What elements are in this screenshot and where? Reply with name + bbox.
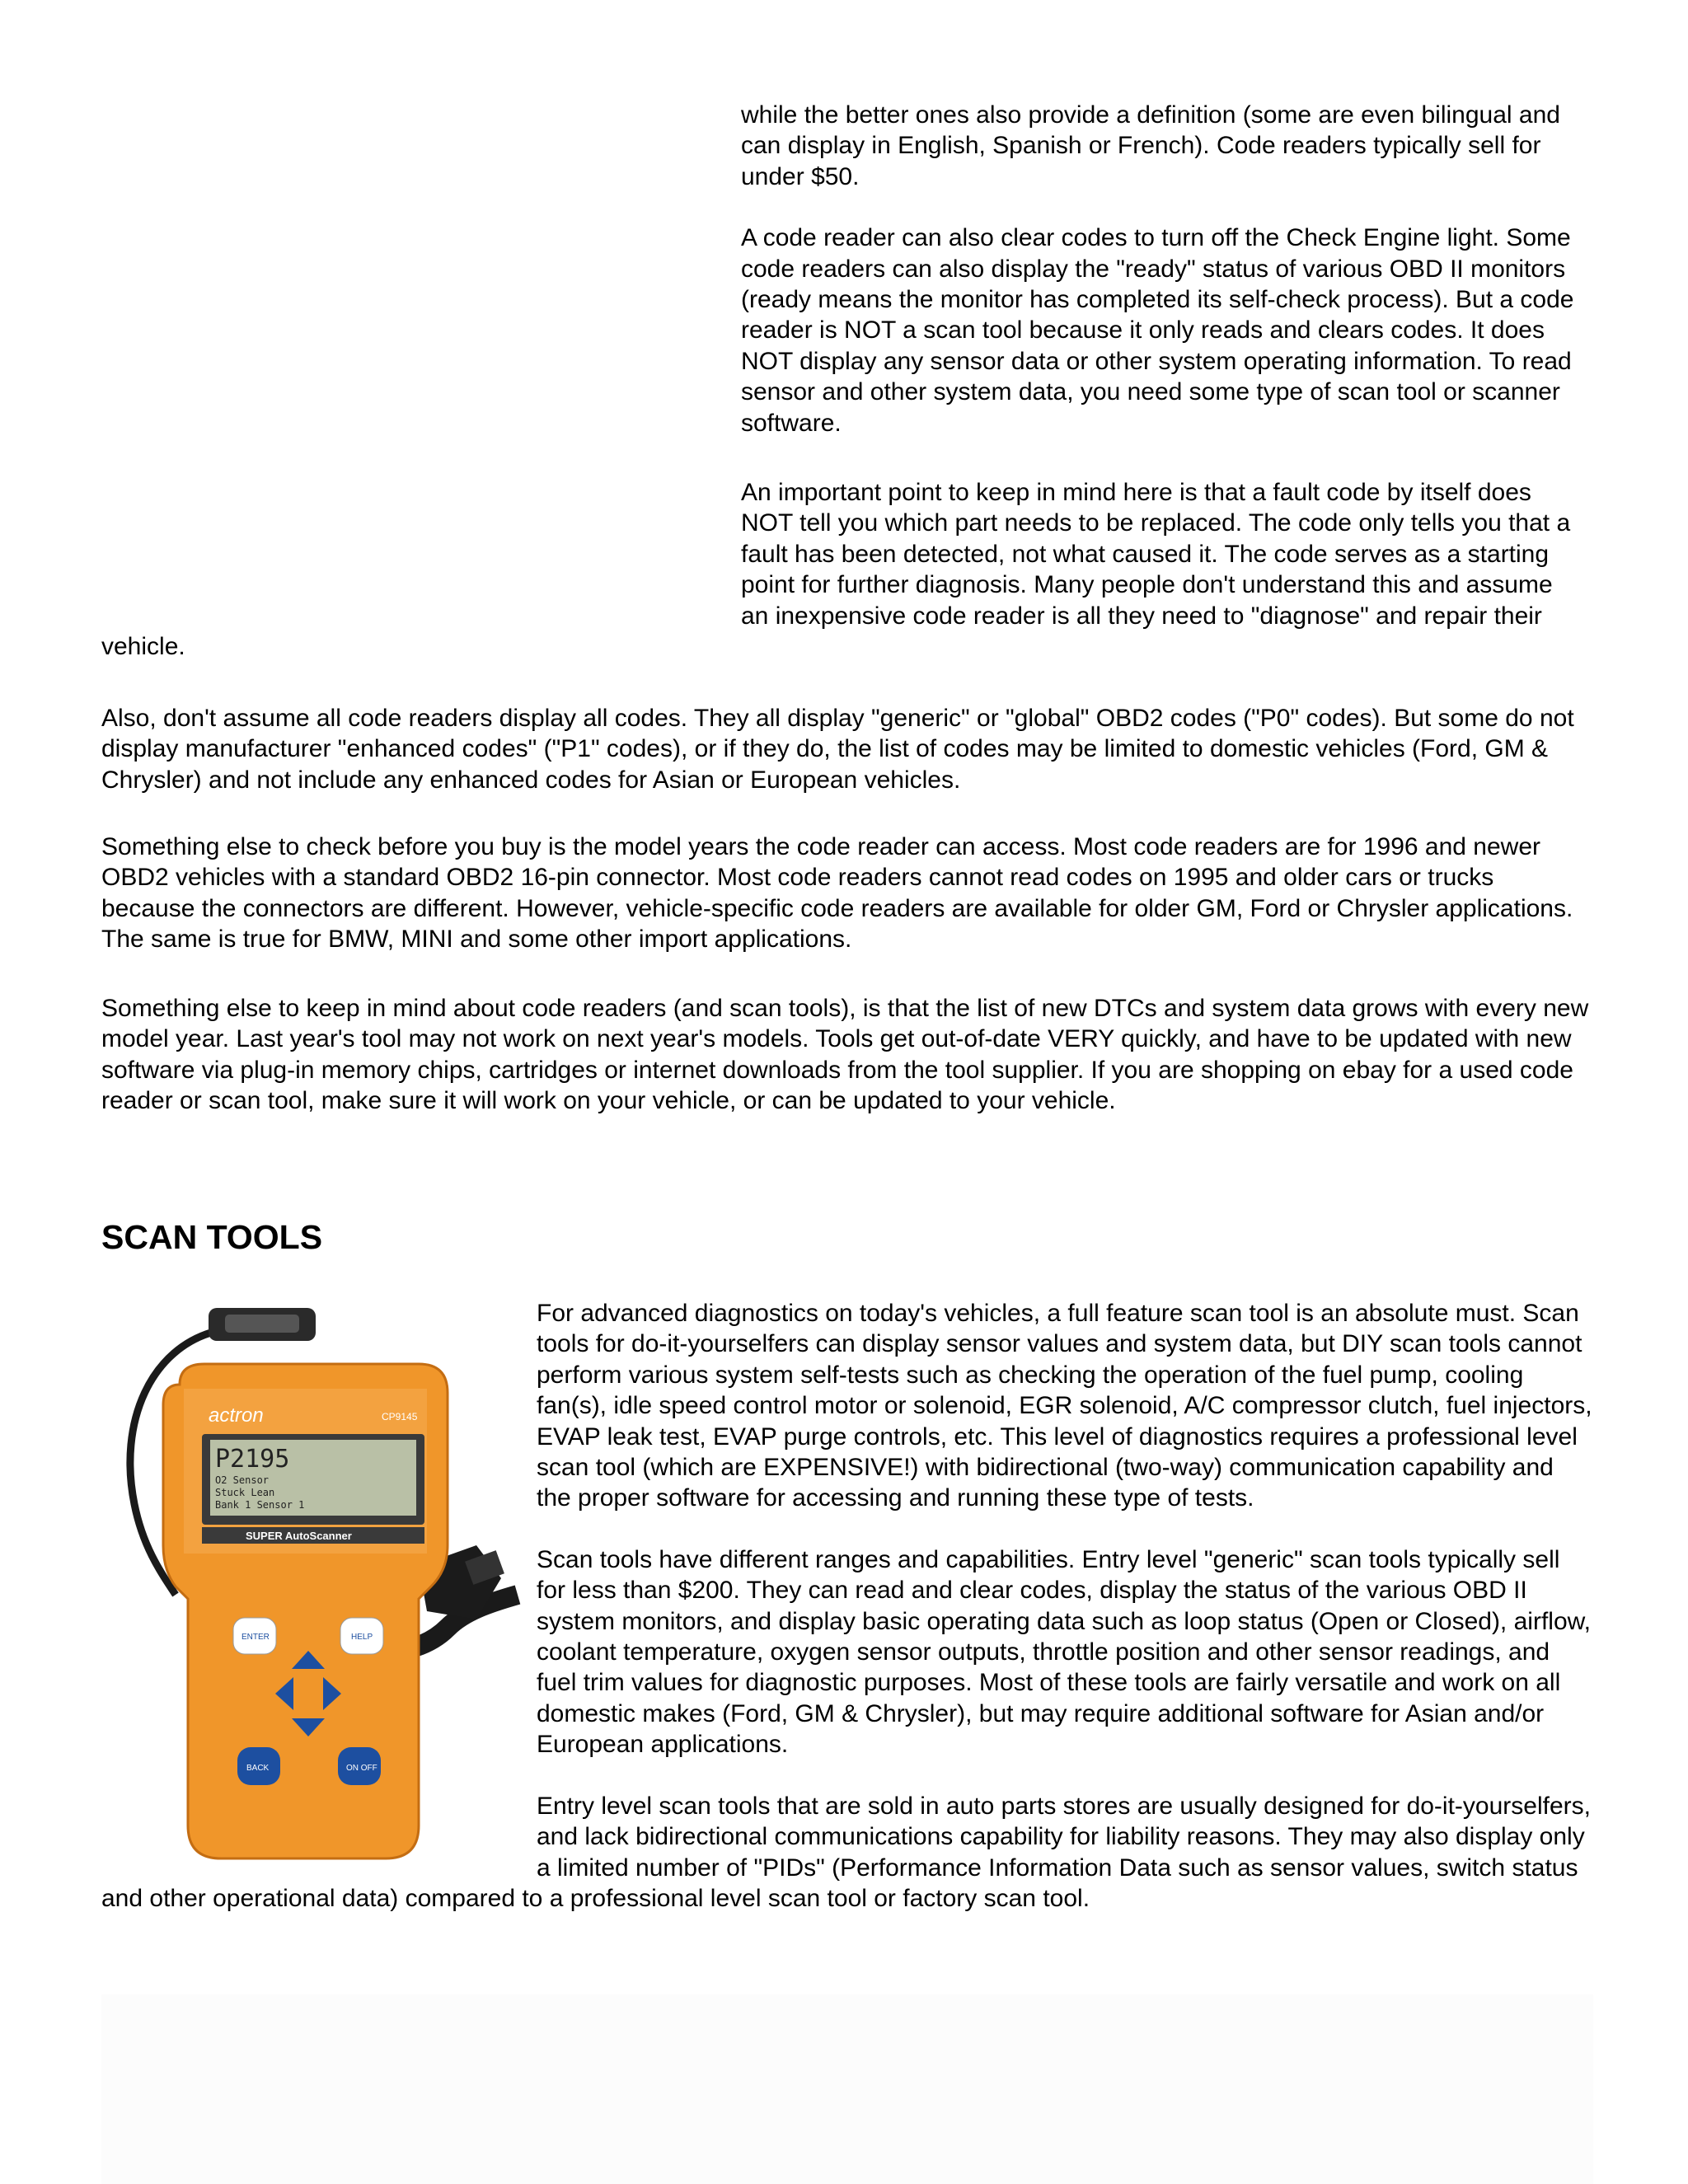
screen-line-2: O2 Sensor [215,1474,270,1486]
body-paragraph-enhanced-codes: Also, don't assume all code readers display all codes. They all display "generic" or "global" OBD2 codes ("P0" codes). But some do not display manufacturer "enhanced codes" ("P1" codes), or if they do, the list of codes may be limited to domestic vehicles (Ford, GM & Chrysler) and not include any enhanced codes for Asian or European vehicles. [101,705,1574,794]
screen-code: P2195 [215,1445,290,1474]
page-bottom-area [101,1994,1593,2184]
body-paragraph-model-years: Something else to check before you buy is the model years the code reader can access. Most code readers are for 1996 and newer OBD2 vehicles with a standard OBD2 16-pin connector. Most code readers cannot read codes on 1995 and older cars or trucks because the connectors are different. However, vehicle-specific code readers are available for older GM, Ford or Chrysler applications. The same is true for BMW, MINI and some other import applications. [101,833,1573,954]
intro-section [101,100,1585,663]
scan-tools-section [101,1298,1593,1914]
scan-paragraph-2: Scan tools have different ranges and capabilities. Entry level "generic" scan tools typically sell for less than $200. They can read and clear codes, display the status of the various OBD II system monitors, and display basic operating data such as loop status (Open or Closed), airflow, coolant temperature, oxygen sensor outputs, throttle position and other sensor readings, and fuel trim values for diagnostic purposes. Most of these tools are fairly versatile and work on all domestic makes (Ford, GM & Chrysler), but may require additional software for Asian and/or European applications. [537,1545,1591,1759]
svg-text:ENTER: ENTER [241,1633,270,1642]
intro-paragraph-3: An important point to keep in mind here is that a fault code by itself does NOT tell you which part needs to be replaced. The code only tells you that a fault has been detected, not what caused it. The code serves as a starting point for further diagnosis. Many people don't understand this and assume an inexpensive code reader is all they need to "diagnose" and repair their vehicle. [101,479,1571,661]
svg-text:HELP: HELP [351,1633,373,1642]
intro-paragraph-1: while the better ones also provide a definition (some are even bilingual and can display in English, Spanish or French). Code readers typically sell for under $50. [741,101,1560,190]
brand-logo: actron [209,1404,264,1427]
model-label: CP9145 [382,1411,418,1422]
scan-paragraph-1: For advanced diagnostics on today's vehicles, a full feature scan tool is an absolute must. Scan tools for do-it-yourselfers can display sensor values and system data, but DIY scan tools cannot perform various system self-tests such as checking the operation of the fuel pump, cooling fan(s), idle speed control motor or solenoid, EGR solenoid, A/C compressor clutch, fuel injectors, EVAP leak test, EVAP purge controls, etc. This level of diagnostics requires a professional level scan tool (which are EXPENSIVE!) with bidirectional (two-way) communication capability and the proper software for accessing and running these type of tests. [537,1300,1592,1512]
svg-text:BACK: BACK [246,1764,270,1773]
screen-line-3: Stuck Lean [215,1487,275,1498]
body-paragraph-updates: Something else to keep in mind about code readers (and scan tools), is that the list of new DTCs and system data grows with every new model year. Last year's tool may not work on next year's models. Tools get out-of-date VERY quickly, and have to be updated with new software via plug-in memory chips, cartridges or internet downloads from the tool supplier. If you are shopping on ebay for a used code reader or scan tool, make sure it will work on your vehicle, or can be updated to your vehicle. [101,995,1589,1115]
scan-tool-image [101,1298,537,1867]
svg-text:ON OFF: ON OFF [346,1764,377,1773]
scan-paragraph-3: Entry level scan tools that are sold in auto parts stores are usually designed for do-it-yourselfers, and lack bidirectional communications capability for liability reasons. They may also display only a limited number of "PIDs" (Performance Information Data such as sensor values, switch status and other operational data) compared to a professional level scan tool or factory scan tool. [101,1792,1591,1912]
intro-paragraph-2: A code reader can also clear codes to turn off the Check Engine light. Some code readers can also display the "ready" status of various OBD II monitors (ready means the monitor has completed its self-check process). But a code reader is NOT a scan tool because it only reads and clears codes. It does NOT display any sensor data or other system operating information. To read sensor and other system data, you need some type of scan tool or scanner software. [741,224,1574,437]
intro-blank-space [101,100,741,627]
scan-tool-device-illustration [101,1298,530,1867]
product-name: SUPER AutoScanner [246,1530,352,1542]
screen-line-4: Bank 1 Sensor 1 [215,1499,305,1511]
section-heading-scan-tools: SCAN TOOLS [101,1218,323,1256]
